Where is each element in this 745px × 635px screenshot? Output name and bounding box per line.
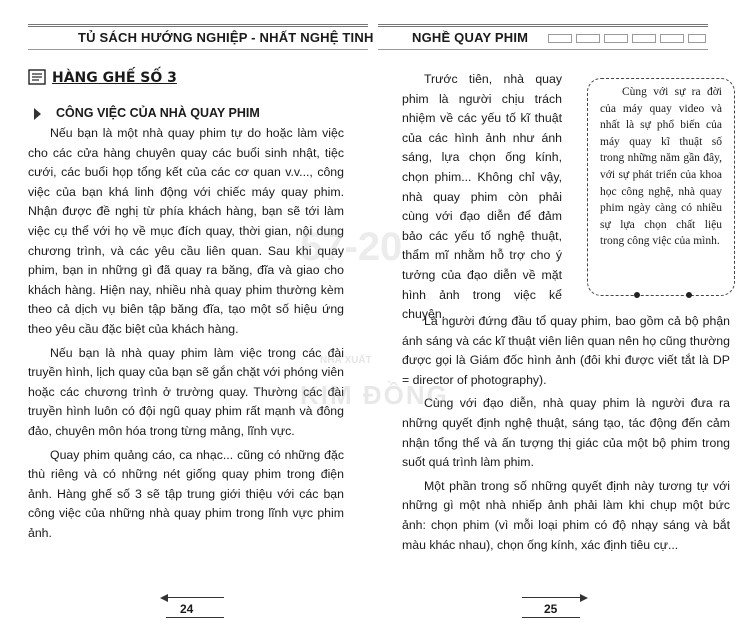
paragraph: Một phần trong số những quyết định này tương tự với những gì một nhà nhiếp ảnh phải làm khi chụp một bức ảnh: chọn phim (vì mỗi loại phim có độ nhạy sáng và bắt màu khác nhau), chọn ống kính, xác định tiêu cự...: [402, 478, 730, 552]
paragraph: Nếu bạn là nhà quay phim làm việc trong các đài truyền hình, lịch quay của bạn sẽ gắn chặt với phóng viên hoặc các chương trình ở trường quay. Thường các đài truyền hình luôn có đội ngũ quay phim rất mạnh và đông đảo, chuyên môn hóa trong từng mảng, lĩnh vực.: [28, 345, 344, 438]
header-decoration: [576, 34, 600, 43]
page-number: 24: [180, 602, 194, 616]
triangle-bullet-icon: [34, 108, 41, 120]
paragraph: Trước tiên, nhà quay phim là người chịu trách nhiệm về các yếu tố kĩ thuật của các hình ảnh như ánh sáng, lựa chọn ống kính, chọn phim... Không chỉ vậy, nhà quay phim còn phải cùng với đạo diễn để đảm bảo các yếu tố nghệ thuật, thẩm mĩ nhằm hỗ trợ cho ý tưởng của đạo diễn về mặt hình ảnh trong việc kể chuyện.: [402, 72, 562, 322]
header-decoration: [604, 34, 628, 43]
right-header-text: NGHỀ QUAY PHIM: [412, 30, 529, 45]
footer-rule: [166, 597, 224, 598]
header-decoration: [632, 34, 656, 43]
footer-rule: [522, 617, 580, 618]
sidebar-dot: [634, 292, 640, 298]
book-icon: [28, 68, 46, 86]
section-title: HÀNG GHẾ SỐ 3: [52, 70, 177, 86]
left-page: [0, 0, 372, 635]
footer-rule: [522, 597, 580, 598]
right-column-text: [402, 70, 562, 329]
header-decoration: [548, 34, 572, 43]
footer-rule: [166, 617, 224, 618]
left-body-text: [28, 124, 344, 547]
watermark-publisher-line2: KIM ĐỒNG: [300, 380, 449, 410]
sidebar-paragraph: Cùng với sự ra đời của máy quay video và nhất là sự phổ biến của máy quay kĩ thuật số trong những năm gần đây, với sự phát triển của khoa học công nghệ, nhà quay phim ngày càng có nhiều sự lựa chọn chất liệu trong công việc của mình.: [600, 86, 722, 248]
paragraph: Cùng với đạo diễn, nhà quay phim là người đưa ra những quyết định nghệ thuật, sáng tạo, tác động đến cảm nhận tổng thể và ấn tượng thị giác của một bộ phim trong suốt quá trình làm phim.: [402, 396, 730, 470]
arrow-right-icon: [580, 594, 588, 602]
watermark-publisher-line1: NHÀ XUẤT: [320, 355, 372, 366]
paragraph: Quay phim quảng cáo, ca nhạc... cũng có những đặc thù riêng và có những nét giống quay phim trong điện ảnh. Hàng ghế số 3 sẽ tập trung giới thiệu với các bạn công việc của những nhà quay phim trong lĩnh vực phim ảnh.: [28, 447, 344, 540]
sidebar-dot: [686, 292, 692, 298]
left-header-text: TỦ SÁCH HƯỚNG NGHIỆP - NHẤT NGHỆ TINH: [78, 30, 374, 45]
right-body-text: [402, 312, 730, 559]
subsection-title: CÔNG VIỆC CỦA NHÀ QUAY PHIM: [56, 106, 260, 120]
right-header-bar: [378, 24, 708, 50]
paragraph: Nếu bạn là một nhà quay phim tự do hoặc làm việc cho các cửa hàng chuyên quay các buổi sinh nhật, tiệc cưới, các buổi họp tổng kết của các cơ quan v.v..., công việc của bạn khá linh động với chiếc máy quay phim. Nhận được đề nghị từ phía khách hàng, bạn sẽ tới làm việc cụ thể với họ về mục đích quay, thời gian, nội dung chương trình, và các yêu cầu liên quan. Sau khi quay phim, bạn in những gì đã quay ra băng, đĩa và giao cho khách hàng. Hiện nay, nhiều nhà quay phim thường kèm theo cả dịch vụ biên tập băng đĩa, tạo một số hiệu ứng theo yêu cầu đặc biệt của khách hàng.: [28, 126, 344, 336]
page-number: 25: [544, 602, 558, 616]
arrow-left-icon: [160, 594, 168, 602]
right-page: [372, 0, 745, 635]
sidebar-text: [600, 84, 722, 250]
header-decoration: [688, 34, 706, 43]
paragraph: Là người đứng đầu tổ quay phim, bao gồm cả bộ phận ánh sáng và các kĩ thuật viên liên quan nên họ cũng thường được gọi là Giám đốc hình ảnh (đôi khi được viết tắt là DP = director of photography).: [402, 314, 730, 387]
header-decoration: [660, 34, 684, 43]
watermark-years: 57-20: [300, 225, 403, 269]
left-header-bar: [28, 24, 374, 50]
